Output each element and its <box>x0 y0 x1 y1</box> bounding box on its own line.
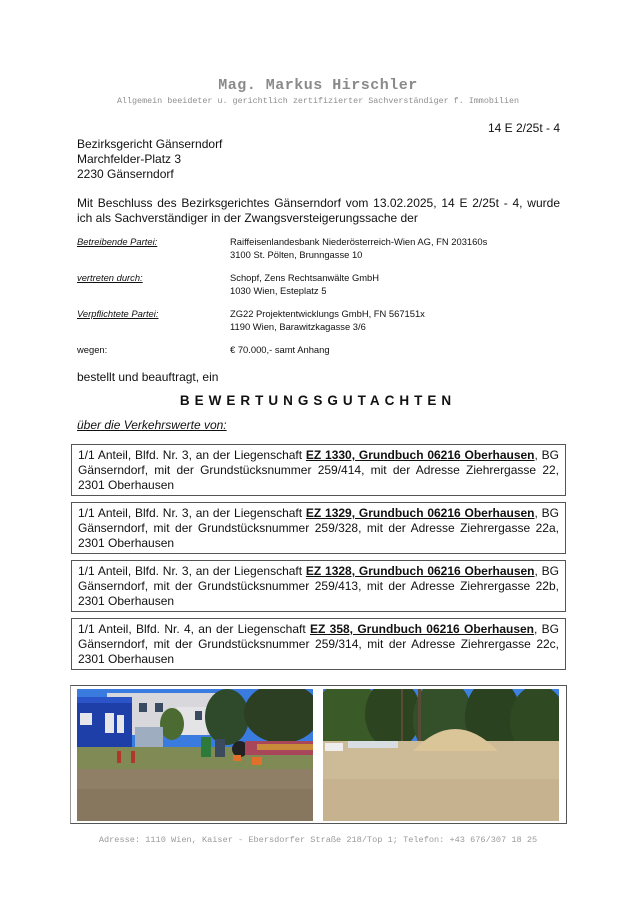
court-address <box>77 137 222 182</box>
property-box <box>71 502 566 554</box>
party-row <box>77 308 560 333</box>
case-reference: 14 E 2/25t - 4 <box>487 121 560 135</box>
letterhead-name: Mag. Markus Hirschler <box>218 77 418 94</box>
parties-list <box>77 236 560 368</box>
property-photo-sand-pile <box>323 689 559 821</box>
property-prefix: 1/1 Anteil, Blfd. Nr. 4, an der Liegenschaft <box>78 622 310 636</box>
court-name: Bezirksgericht Gänserndorf <box>77 137 223 151</box>
party-value-line: ZG22 Projektentwicklungs GmbH, FN 567151x <box>230 308 425 319</box>
party-value-line: Schopf, Zens Rechtsanwälte GmbH <box>230 272 380 283</box>
party-value-line: 1030 Wien, Esteplatz 5 <box>230 284 327 296</box>
party-row <box>77 344 560 357</box>
property-ez: EZ 1329, Grundbuch 06216 Oberhausen <box>305 506 535 520</box>
party-value-line: 1190 Wien, Barawitzkagasse 3/6 <box>230 320 366 332</box>
party-label: vertreten durch: <box>77 272 143 283</box>
property-ez: EZ 1328, Grundbuch 06216 Oberhausen <box>305 564 535 578</box>
property-box <box>71 444 566 496</box>
photo-frame <box>70 685 567 824</box>
property-prefix: 1/1 Anteil, Blfd. Nr. 3, an der Liegenschaft <box>78 564 306 578</box>
property-ez: EZ 358, Grundbuch 06216 Oberhausen <box>310 622 535 636</box>
intro-paragraph: Mit Beschluss des Bezirksgerichtes Gänserndorf vom 13.02.2025, 14 E 2/25t - 4, wurde ich als Sachverständiger in der Zwangsversteigerungssache der <box>77 196 560 225</box>
property-photo-lot-with-container <box>77 689 313 821</box>
property-box <box>71 618 566 670</box>
property-ez: EZ 1330, Grundbuch 06216 Oberhausen <box>305 448 535 462</box>
party-row <box>77 272 560 297</box>
subheading: über die Verkehrswerte von: <box>77 418 227 432</box>
property-prefix: 1/1 Anteil, Blfd. Nr. 3, an der Liegenschaft <box>78 506 306 520</box>
party-value-line: € 70.000,- samt Anhang <box>230 344 330 355</box>
property-prefix: 1/1 Anteil, Blfd. Nr. 3, an der Liegenschaft <box>78 448 306 462</box>
party-value <box>230 236 560 261</box>
property-suffix: , BG Gänserndorf, mit der Grundstücksnummer 259/413, mit der Adresse Ziehrergasse 22b, 2301 Oberhausen <box>78 564 559 608</box>
party-label: wegen: <box>77 344 108 355</box>
property-suffix: , BG Gänserndorf, mit der Grundstücksnummer 259/328, mit der Adresse Ziehrergasse 22a, 2301 Oberhausen <box>78 506 559 550</box>
party-value <box>230 308 560 333</box>
party-value <box>230 272 560 297</box>
letterhead-footer: Adresse: 1110 Wien, Kaiser - Ebersdorfer Straße 218/Top 1; Telefon: +43 676/307 18 25 <box>98 835 538 845</box>
property-suffix: , BG Gänserndorf, mit der Grundstücksnummer 259/414, mit der Adresse Ziehrergasse 22, 2301 Oberhausen <box>78 448 559 492</box>
party-row <box>77 236 560 261</box>
party-label: Verpflichtete Partei: <box>77 308 159 319</box>
party-label: Betreibende Partei: <box>77 236 158 247</box>
property-suffix: , BG Gänserndorf, mit der Grundstücksnummer 259/314, mit der Adresse Ziehrergasse 22c, 2301 Oberhausen <box>78 622 560 666</box>
party-value-line: Raiffeisenlandesbank Niederösterreich-Wien AG, FN 203160s <box>230 236 488 247</box>
party-value-line: 3100 St. Pölten, Brunngasse 10 <box>230 248 363 260</box>
document-title: BEWERTUNGSGUTACHTEN <box>179 393 457 408</box>
letterhead-subtitle: Allgemein beeideter u. gerichtlich zertifizierter Sachverständiger f. Immobilien <box>116 96 520 106</box>
party-value <box>230 344 560 357</box>
court-street: Marchfelder-Platz 3 <box>77 152 182 166</box>
appointment-text: bestellt und beauftragt, ein <box>77 370 219 384</box>
property-box <box>71 560 566 612</box>
court-city: 2230 Gänserndorf <box>77 167 174 181</box>
